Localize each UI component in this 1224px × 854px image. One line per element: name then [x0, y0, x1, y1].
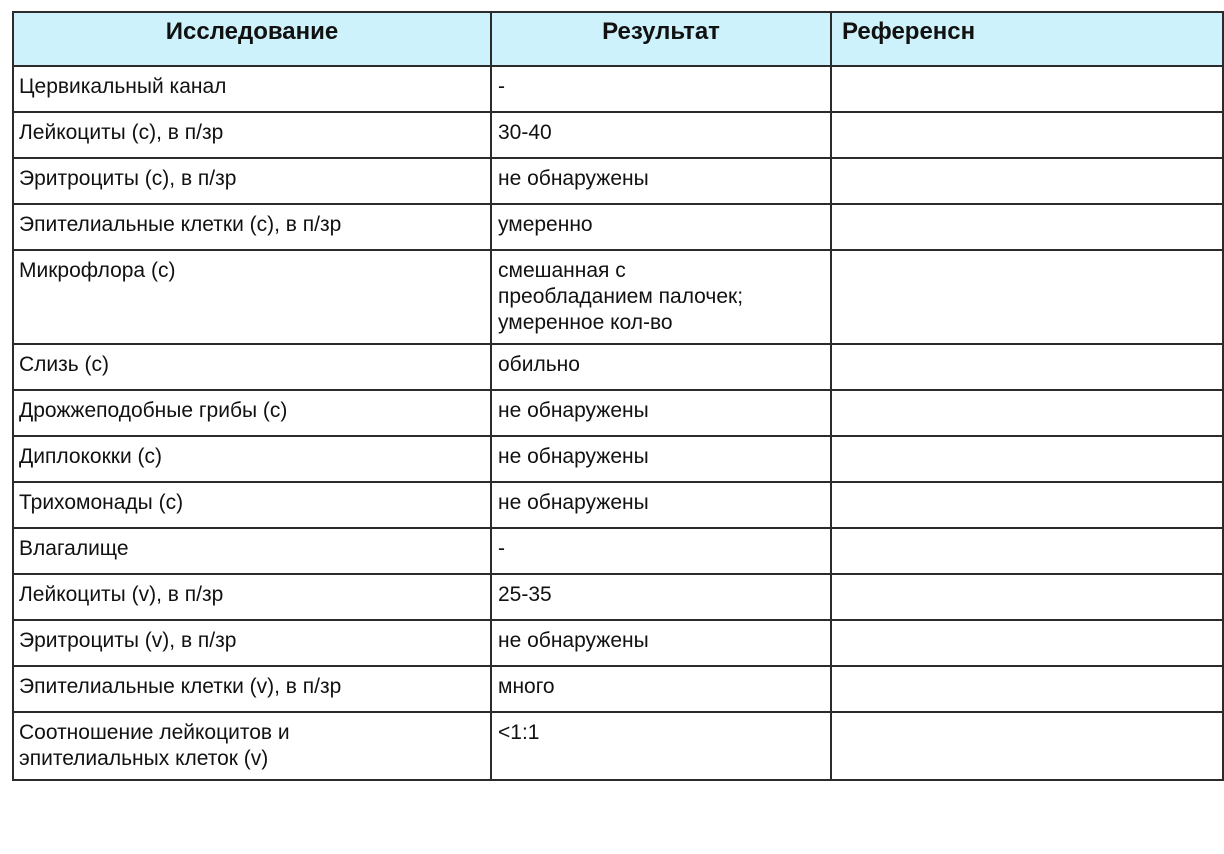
cell-result-line: не обнаружены [498, 399, 649, 422]
lab-results-table [12, 11, 1224, 781]
cell-result[interactable] [491, 436, 831, 482]
table-row [13, 574, 1223, 620]
cell-study[interactable] [13, 158, 491, 204]
table-row [13, 204, 1223, 250]
table-row [13, 66, 1223, 112]
cell-result-line: умеренное кол-во [498, 311, 673, 334]
cell-study-line: Эпителиальные клетки (v), в п/зр [19, 675, 342, 698]
cell-reference-values[interactable] [831, 712, 1223, 780]
cell-study-line: Слизь (с) [19, 353, 110, 376]
cell-reference-values[interactable] [831, 528, 1223, 574]
cell-result[interactable] [491, 112, 831, 158]
table-row [13, 620, 1223, 666]
column-header-study[interactable]: Исследование [13, 12, 491, 66]
cell-reference-values[interactable] [831, 620, 1223, 666]
cell-result-line: не обнаружены [498, 445, 649, 468]
cell-study[interactable] [13, 250, 491, 344]
cell-result[interactable] [491, 250, 831, 344]
cell-study-line: Трихомонады (с) [19, 491, 184, 514]
cell-reference-values[interactable] [831, 666, 1223, 712]
cell-reference-values[interactable] [831, 390, 1223, 436]
table-header-row [13, 12, 1223, 66]
cell-reference-values[interactable] [831, 112, 1223, 158]
cell-result-line: - [498, 75, 505, 98]
cell-study-line: Эритроциты (с), в п/зр [19, 167, 237, 190]
cell-result[interactable] [491, 204, 831, 250]
cell-result-line: <1:1 [498, 721, 540, 744]
cell-study[interactable] [13, 528, 491, 574]
cell-result-line: не обнаружены [498, 167, 649, 190]
cell-result[interactable] [491, 528, 831, 574]
cell-study[interactable] [13, 390, 491, 436]
cell-result-line: смешанная с [498, 259, 626, 282]
cell-result-line: 25-35 [498, 583, 552, 606]
cell-result[interactable] [491, 158, 831, 204]
cell-study[interactable] [13, 66, 491, 112]
cell-study[interactable] [13, 112, 491, 158]
column-header-result[interactable]: Результат [491, 12, 831, 66]
cell-study-line: Влагалище [19, 537, 129, 560]
cell-reference-values[interactable] [831, 482, 1223, 528]
cell-study[interactable] [13, 574, 491, 620]
table-body [13, 66, 1223, 780]
table-row [13, 528, 1223, 574]
cell-result-line: - [498, 537, 505, 560]
cell-study-line: Лейкоциты (с), в п/зр [19, 121, 224, 144]
cell-study[interactable] [13, 666, 491, 712]
table-row [13, 112, 1223, 158]
table-row [13, 666, 1223, 712]
cell-study-line: Эпителиальные клетки (с), в п/зр [19, 213, 342, 236]
table-row [13, 436, 1223, 482]
cell-result-line: много [498, 675, 555, 698]
cell-result[interactable] [491, 574, 831, 620]
cell-result-line: умеренно [498, 213, 593, 236]
table-header [13, 12, 1223, 66]
table-row [13, 390, 1223, 436]
cell-study-line: эпителиальных клеток (v) [19, 747, 269, 770]
cell-reference-values[interactable] [831, 436, 1223, 482]
cell-study-line: Дрожжеподобные грибы (с) [19, 399, 288, 422]
cell-result[interactable] [491, 666, 831, 712]
cell-result[interactable] [491, 620, 831, 666]
table-row [13, 250, 1223, 344]
cell-result[interactable] [491, 712, 831, 780]
cell-study[interactable] [13, 204, 491, 250]
cell-study-line: Цервикальный канал [19, 75, 227, 98]
table-row [13, 344, 1223, 390]
cell-reference-values[interactable] [831, 250, 1223, 344]
cell-study-line: Соотношение лейкоцитов и [19, 721, 290, 744]
cell-reference-values[interactable] [831, 344, 1223, 390]
cell-reference-values[interactable] [831, 574, 1223, 620]
cell-study[interactable] [13, 436, 491, 482]
cell-result-line: не обнаружены [498, 491, 649, 514]
table-row [13, 482, 1223, 528]
cell-study-line: Эритроциты (v), в п/зр [19, 629, 237, 652]
cell-study-line: Лейкоциты (v), в п/зр [19, 583, 224, 606]
cell-result-line: не обнаружены [498, 629, 649, 652]
cell-study[interactable] [13, 620, 491, 666]
table-viewport [12, 11, 1000, 770]
cell-study-line: Микрофлора (с) [19, 259, 176, 282]
table-row [13, 712, 1223, 780]
cell-study[interactable] [13, 712, 491, 780]
cell-reference-values[interactable] [831, 204, 1223, 250]
cell-study[interactable] [13, 482, 491, 528]
cell-result-line: обильно [498, 353, 580, 376]
cell-result[interactable] [491, 390, 831, 436]
column-header-reference-values[interactable]: Референсн [831, 12, 1223, 66]
cell-result-line: 30-40 [498, 121, 552, 144]
cell-result[interactable] [491, 344, 831, 390]
cell-result[interactable] [491, 66, 831, 112]
cell-reference-values[interactable] [831, 158, 1223, 204]
cell-reference-values[interactable] [831, 66, 1223, 112]
cell-result-line: преобладанием палочек; [498, 285, 744, 308]
cell-study[interactable] [13, 344, 491, 390]
table-row [13, 158, 1223, 204]
cell-result[interactable] [491, 482, 831, 528]
cell-study-line: Диплококки (с) [19, 445, 163, 468]
